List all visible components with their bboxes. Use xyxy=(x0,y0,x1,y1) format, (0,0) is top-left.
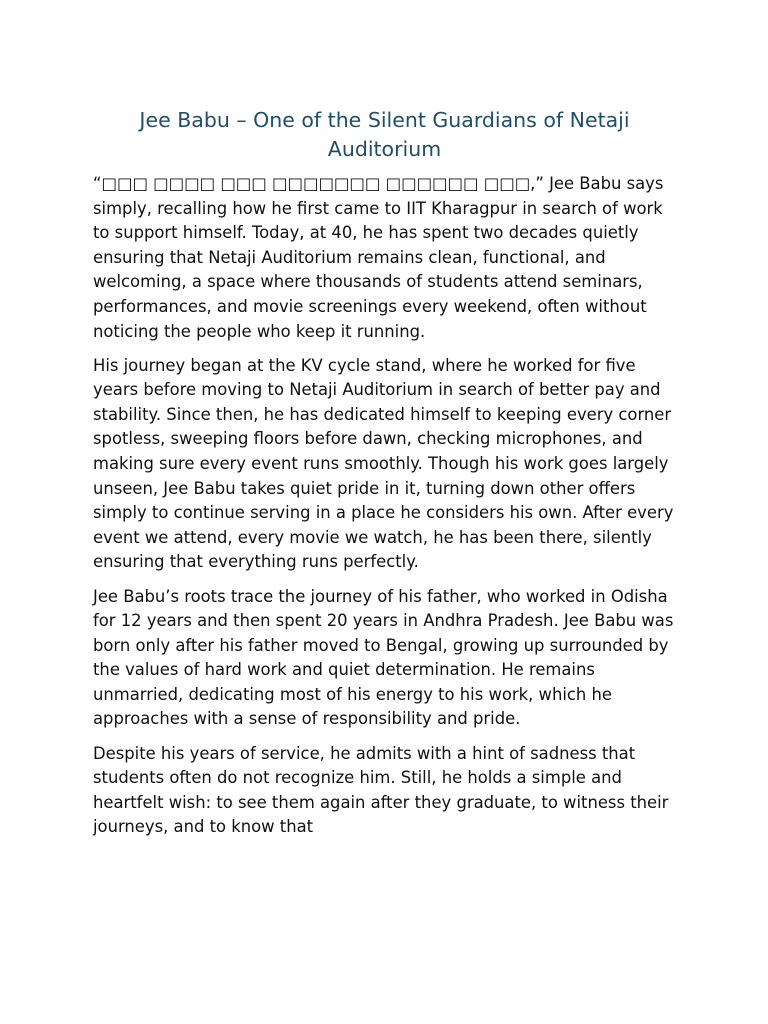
article-title: Jee Babu – One of the Silent Guardians of Netaji Auditorium xyxy=(139,108,630,161)
article-paragraph-4: Despite his years of service, he admits with a hint of sadness that students often do not recognize him. Still, he holds a simple and heartfelt wish: to see them again after they graduate, to witness their journeys, and to know that xyxy=(93,743,669,837)
article-paragraph-2: His journey began at the KV cycle stand, where he worked for five years before moving to Netaji Auditorium in search of better pay and stability. Since then, he has dedicated himself to keeping every corner spotless, sweeping floors before dawn, checking microphones, and making sure every event runs smoothly. Though his work goes largely unseen, Jee Babu takes quiet pride in it, turning down other offers simply to continue serving in a place he considers his own. After every event we attend, every movie we watch, he has been there, silently ensuring that everything runs perfectly. xyxy=(93,355,674,572)
article-paragraph-3: Jee Babu’s roots trace the journey of his father, who worked in Odisha for 12 years and then spent 20 years in Andhra Pradesh. Jee Babu was born only after his father moved to Bengal, growing up surrounded by the values of hard work and quiet determination. He remains unmarried, dedicating most of his energy to his work, which he approaches with a sense of responsibility and pride. xyxy=(93,586,674,729)
article-paragraph-1: “□□□ □□□□ □□□ □□□□□□□ □□□□□□ □□□,” Jee Babu says simply, recalling how he first came to IIT Kharagpur in search of work to support himself. Today, at 40, he has spent two decades quietly ensuring that Netaji Auditorium remains clean, functional, and welcoming, a space where thousands of students attend seminars, performances, and movie screenings every weekend, often without noticing the people who keep it running. xyxy=(93,174,664,341)
